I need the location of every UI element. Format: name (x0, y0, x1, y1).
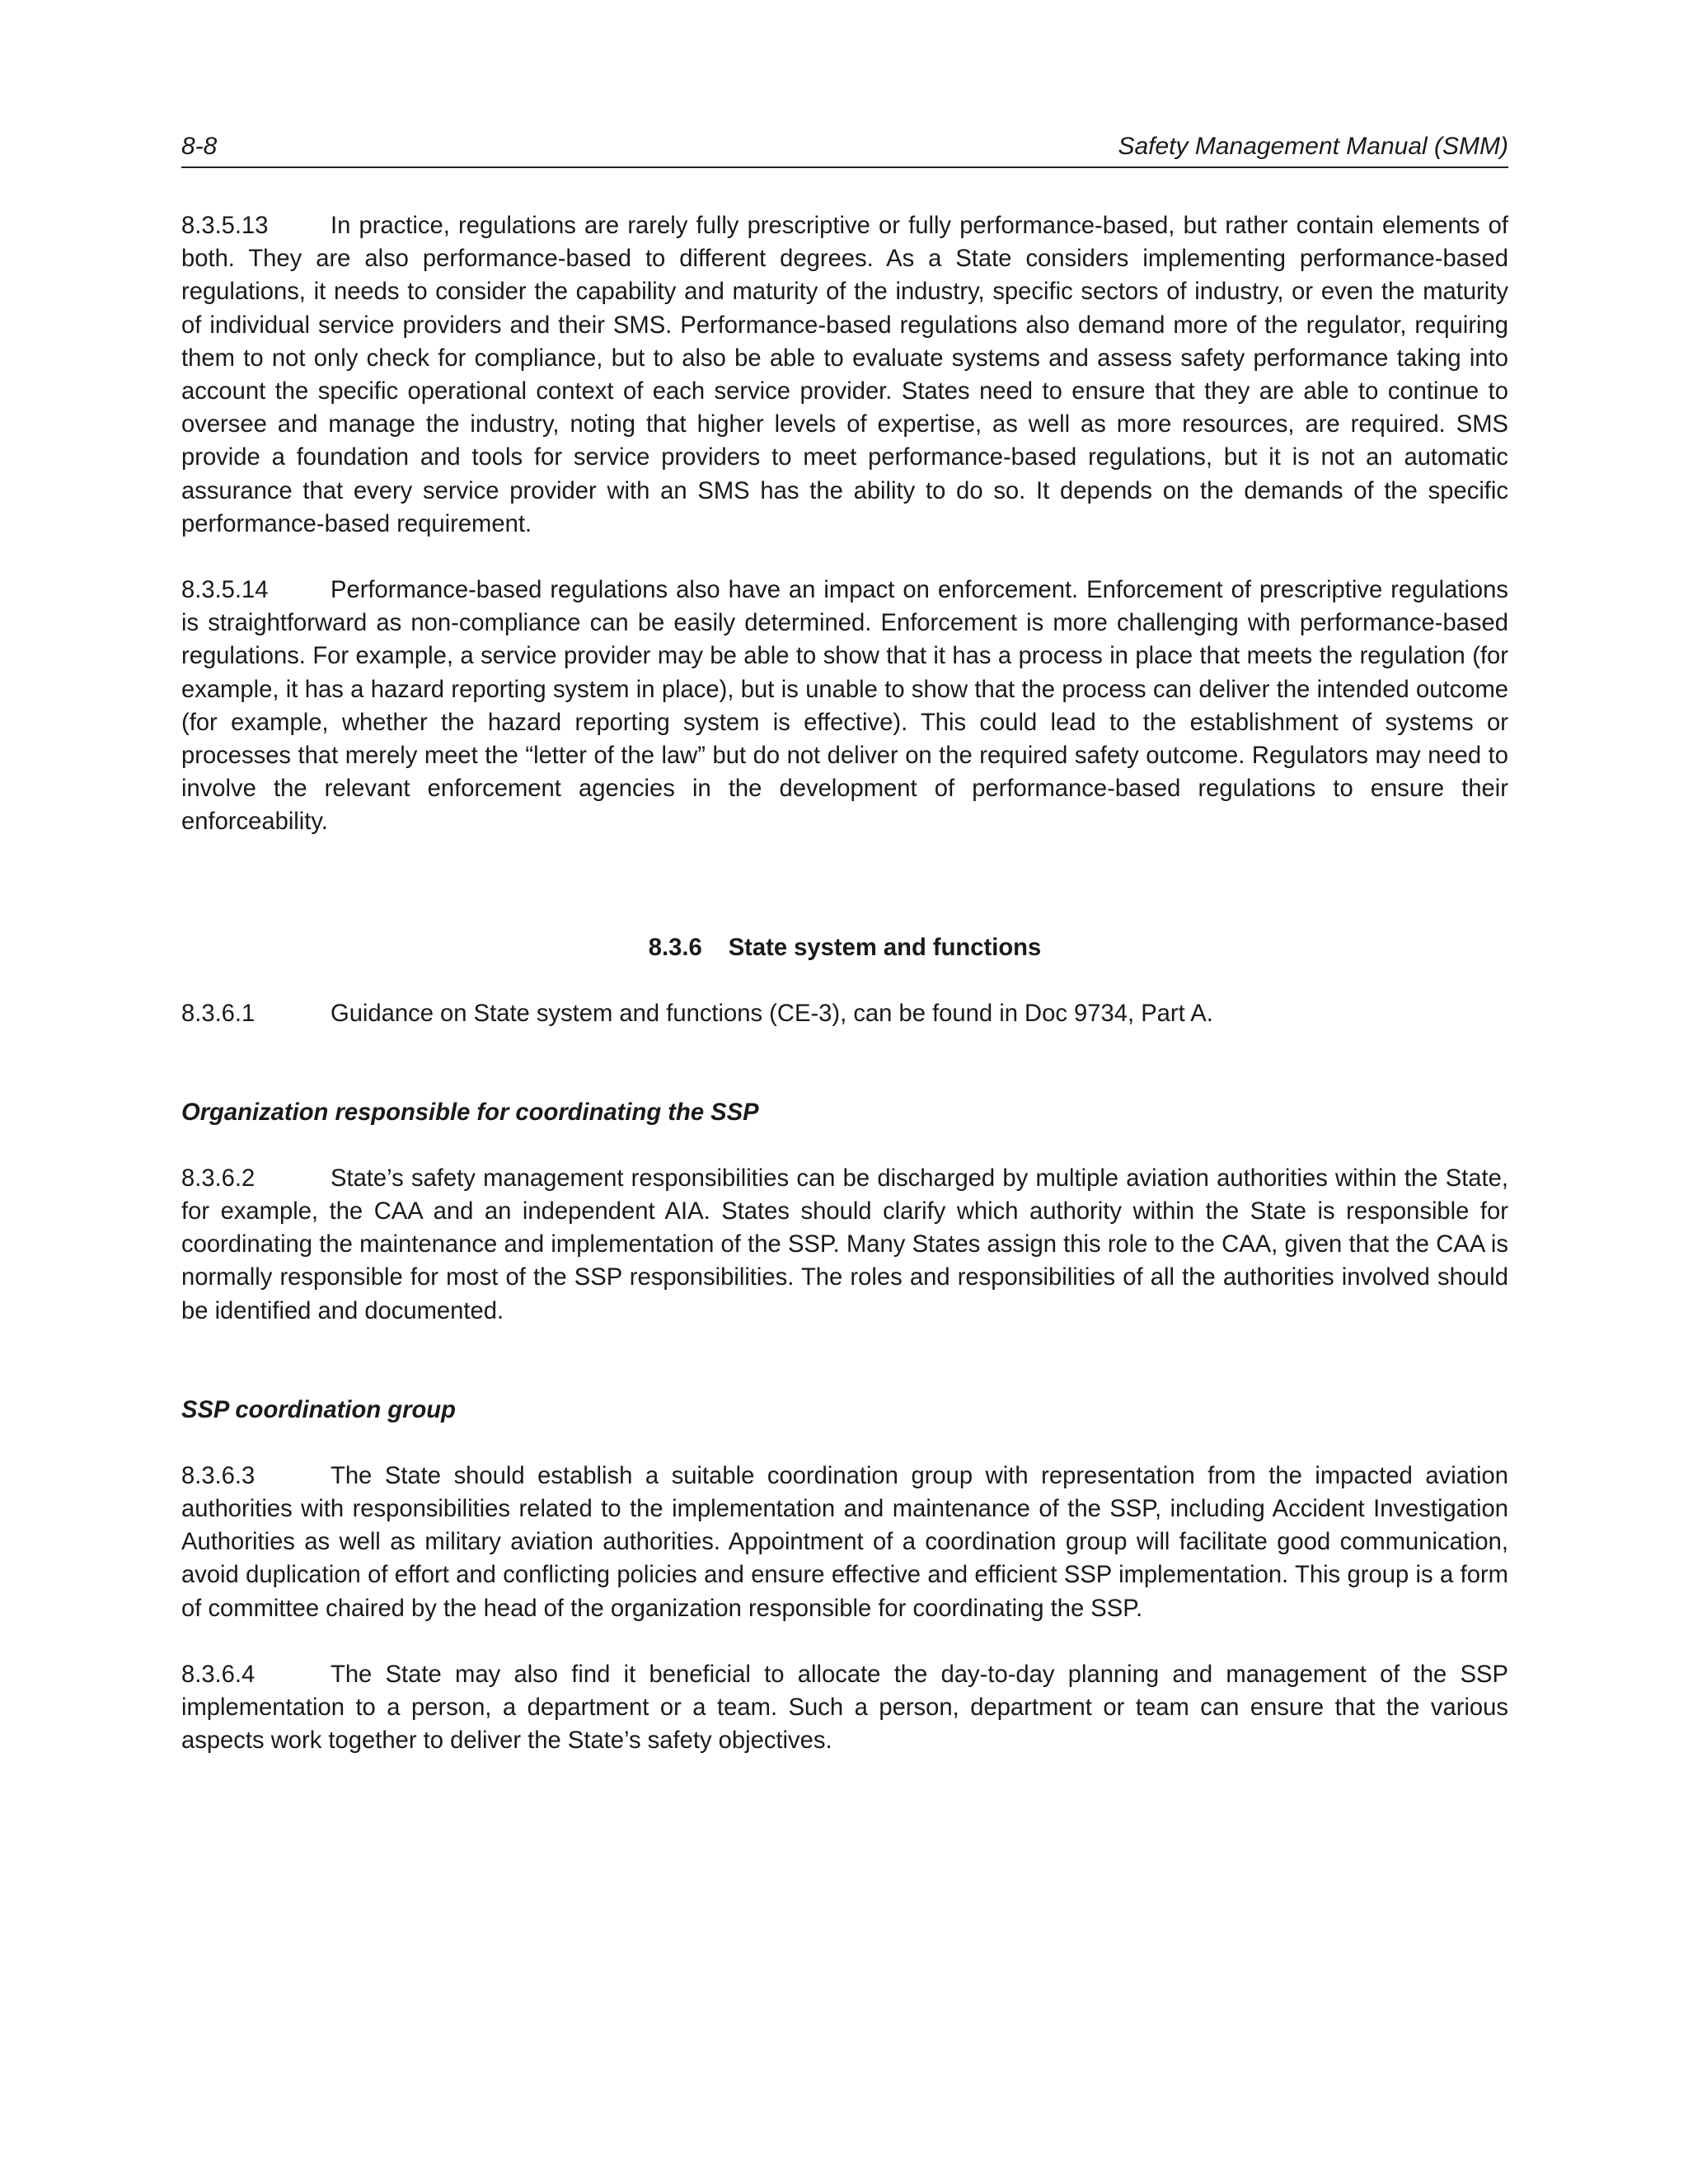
subheading-organization: Organization responsible for coordinating the SSP (181, 1099, 759, 1126)
paragraph-text: State’s safety management responsibilities can be discharged by multiple aviation authorities within the State, for example, the CAA and an independent AIA. States should clarify which authority within the State is responsible for coordinating the maintenance and implementation of the SSP. Many States assign this role to the CAA, given that the CAA is normally responsible for most of the SSP responsibilities. The roles and responsibilities of all the authorities involved should be identified and documented. (181, 1165, 1508, 1324)
section-heading (181, 931, 1508, 964)
paragraph-8-3-6-3 (181, 1460, 1508, 1625)
paragraph-8-3-6-2 (181, 1162, 1508, 1328)
section-number: 8.3.6 (648, 934, 702, 961)
paragraph-8-3-5-14 (181, 574, 1508, 839)
paragraph-number: 8.3.6.4 (181, 1661, 256, 1688)
paragraph-number: 8.3.5.14 (181, 577, 269, 604)
manual-title: Safety Management Manual (SMM) (1118, 133, 1508, 160)
page-header (181, 132, 1508, 168)
paragraph-text: Guidance on State system and functions (CE-3), can be found in Doc 9734, Part A. (331, 1000, 1213, 1027)
paragraph-number: 8.3.6.3 (181, 1462, 256, 1489)
paragraph-text: The State should establish a suitable coordination group with representation from the impacted aviation authorities with responsibilities related to the implementation and maintenance of the SSP, including Accident Investigation Authorities as well as military aviation authorities. Appointment of a coordination group will facilitate good communication, avoid duplication of effort and conflicting policies and ensure effective and efficient SSP implementation. This group is a form of committee chaired by the head of the organization responsible for coordinating the SSP. (181, 1462, 1508, 1622)
page-number: 8-8 (181, 133, 218, 160)
paragraph-text: Performance-based regulations also have an impact on enforcement. Enforcement of prescriptive regulations is straightforward as non-compliance can be easily determined. Enforcement is more challenging with performance-based regulations. For example, a service provider may be able to show that it has a process in place that meets the regulation (for example, it has a hazard reporting system in place), but is unable to show that the process can deliver the intended outcome (for example, whether the hazard reporting system is effective). This could lead to the establishment of systems or processes that merely meet the “letter of the law” but do not deliver on the required safety outcome. Regulators may need to involve the relevant enforcement agencies in the development of performance-based regulations to ensure their enforceability. (181, 577, 1508, 836)
paragraph-number: 8.3.6.2 (181, 1165, 256, 1192)
document-page (181, 132, 1508, 1758)
paragraph-8-3-6-4 (181, 1658, 1508, 1758)
paragraph-8-3-6-1 (181, 997, 1508, 1030)
paragraph-text: In practice, regulations are rarely fully prescriptive or fully performance-based, but rather contain elements of both. They are also performance-based to different degrees. As a State considers implementing performance-based regulations, it needs to consider the capability and maturity of the industry, specific sectors of industry, or even the maturity of individual service providers and their SMS. Performance-based regulations also demand more of the regulator, requiring them to not only check for compliance, but to also be able to evaluate systems and assess safety performance taking into account the specific operational context of each service provider. States need to ensure that they are able to continue to oversee and manage the industry, noting that higher levels of expertise, as well as more resources, are required. SMS provide a foundation and tools for service providers to meet performance-based regulations, but it is not an automatic assurance that every service provider with an SMS has the ability to do so. It depends on the demands of the specific performance-based requirement. (181, 213, 1508, 537)
paragraph-text: The State may also find it beneficial to allocate the day-to-day planning and management of the SSP implementation to a person, a department or a team. Such a person, department or team can ensure that the various aspects work together to deliver the State’s safety objectives. (181, 1661, 1508, 1755)
paragraph-number: 8.3.6.1 (181, 1000, 256, 1027)
section-title: State system and functions (728, 934, 1042, 961)
paragraph-number: 8.3.5.13 (181, 213, 269, 239)
paragraph-8-3-5-13 (181, 209, 1508, 541)
subheading-coordination-group: SSP coordination group (181, 1396, 456, 1423)
